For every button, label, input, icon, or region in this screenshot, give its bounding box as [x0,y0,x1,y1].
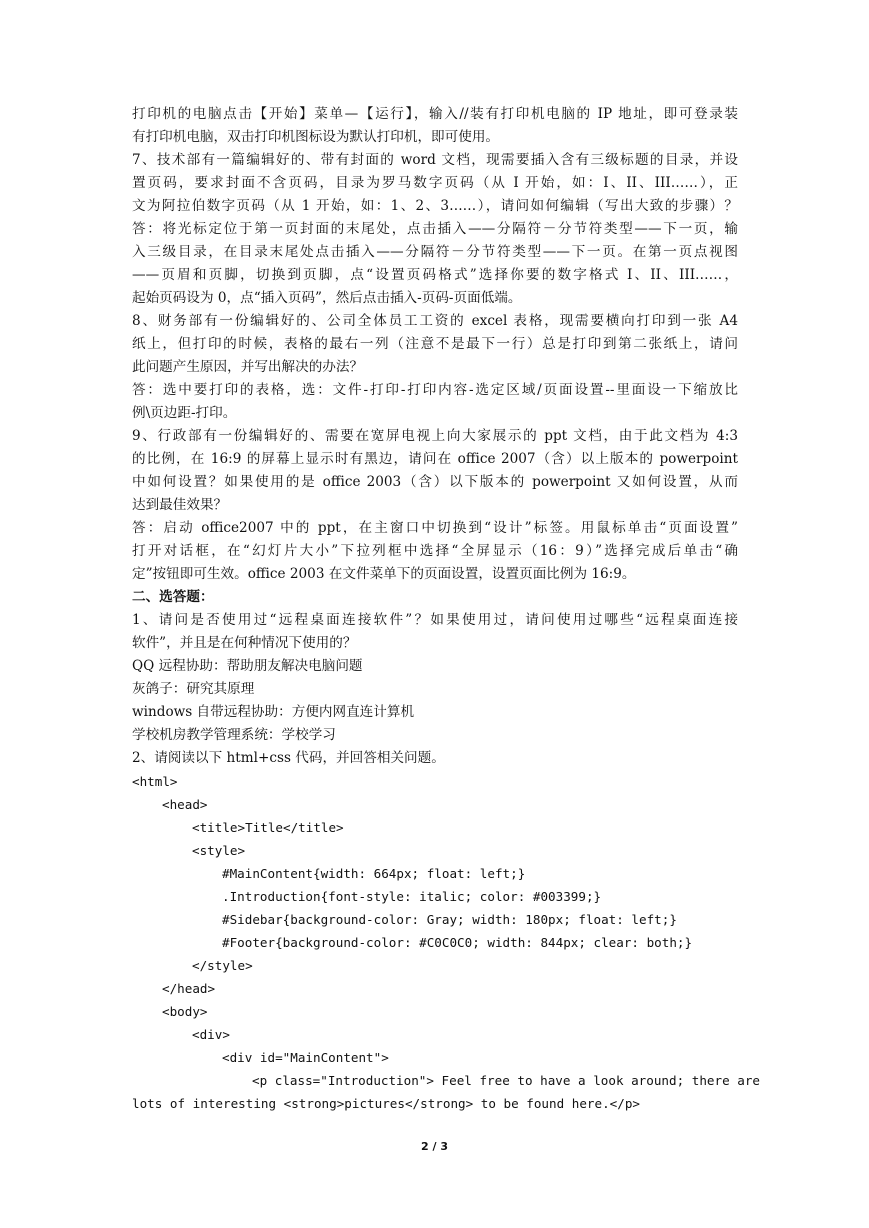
question-8: 8、财务部有一份编辑好的、公司全体员工工资的 excel 表格，现需要横向打印到一张 A4 [132,313,738,329]
text-line: 打印机的电脑点击【开始】菜单—【运行】，输入//装有打印机电脑的 IP 地址，即可登录装 [132,106,738,122]
code-line: <body> [162,1004,208,1019]
text-line: windows 自带远程协助：方便内网直连计算机 [132,704,415,720]
question-1: 1、请问是否使用过“远程桌面连接软件”？如果使用过，请问使用过哪些“远程桌面连接 [132,612,738,628]
text-line: 中如何设置？如果使用的是 office 2003（含）以下版本的 powerpoint 又如何设置，从而 [132,474,738,490]
code-line: <head> [162,797,208,812]
text-line: 灰鸽子：研究其原理 [132,681,255,697]
answer-7: 答：将光标定位于第一页封面的末尾处，点击插入——分隔符－分节符类型——下一页，输 [132,221,738,237]
code-line: <html> [132,774,178,789]
code-line: <div> [192,1027,230,1042]
page-number: 2 / 3 [421,1140,448,1153]
text-line: 入三级目录，在目录末尾处点击插入——分隔符－分节符类型——下一页。在第一页点视图 [132,244,738,260]
code-line: </style> [192,958,253,973]
code-line: </head> [162,981,216,996]
text-line: 文为阿拉伯数字页码（从 1 开始，如：1、2、3……），请问如何编辑（写出大致的步骤）？ [132,198,738,214]
text-line: QQ 远程协助：帮助朋友解决电脑问题 [132,658,363,674]
question-2: 2、请阅读以下 html+css 代码，并回答相关问题。 [132,750,445,766]
text-line: 例\页边距-打印。 [132,405,237,421]
text-line: 此问题产生原因，并写出解决的办法？ [132,359,364,375]
question-9: 9、行政部有一份编辑好的、需要在宽屏电视上向大家展示的 ppt 文档，由于此文档为 4:3 [132,428,738,444]
code-line: #Sidebar{background-color: Gray; width: 180px; float: left;} [222,912,677,927]
text-line: 软件”，并且是在何种情况下使用的？ [132,635,357,651]
text-line: 置页码，要求封面不含页码，目录为罗马数字页码（从 I 开始，如：I、II、III……），正 [132,175,738,191]
code-line: .Introduction{font-style: italic; color: #003399;} [222,889,602,904]
question-7: 7、技术部有一篇编辑好的、带有封面的 word 文档，现需要插入含有三级标题的目录，并设 [132,152,738,168]
answer-8: 答：选中要打印的表格，选：文件-打印-打印内容-选定区域/页面设置--里面设一下缩放比 [132,382,738,398]
text-line: 定”按钮即可生效。office 2003 在文件菜单下的页面设置，设置页面比例为 16:9。 [132,566,636,582]
text-line: 纸上，但打印的时候，表格的最右一列（注意不是最下一行）总是打印到第二张纸上，请问 [132,336,738,352]
section-heading: 二、选答题： [132,589,214,605]
answer-9: 答：启动 office2007 中的 ppt，在主窗口中切换到“设计”标签。用鼠标单击“页面设置” [132,520,738,536]
text-line: 打开对话框，在“幻灯片大小”下拉列框中选择“全屏显示（16：9）”选择完成后单击“确 [132,543,738,559]
text-line: 的比例，在 16:9 的屏幕上显示时有黑边，请问在 office 2007（含）以上版本的 powerpoint [132,451,738,467]
code-line: <title>Title</title> [192,820,344,835]
code-line: <div id="MainContent"> [222,1050,389,1065]
text-line: 有打印机电脑，双击打印机图标设为默认打印机，即可使用。 [132,129,500,145]
code-line: #Footer{background-color: #C0C0C0; width: 844px; clear: both;} [222,935,693,950]
text-line: ——页眉和页脚，切换到页脚，点“设置页码格式”选择你要的数字格式 I、II、III……， [132,267,738,283]
code-line: <p class="Introduction"> Feel free to have a look around; there are [252,1073,760,1088]
text-line: 学校机房教学管理系统：学校学习 [132,727,336,743]
code-line: #MainContent{width: 664px; float: left;} [222,866,526,881]
document-body [132,103,760,1115]
code-line: <style> [192,843,246,858]
text-line: 起始页码设为 0，点“插入页码”，然后点击插入-页码-页面低端。 [132,290,522,306]
code-line: lots of interesting <strong>pictures</strong> to be found here.</p> [132,1096,640,1111]
text-line: 达到最佳效果？ [132,497,228,513]
